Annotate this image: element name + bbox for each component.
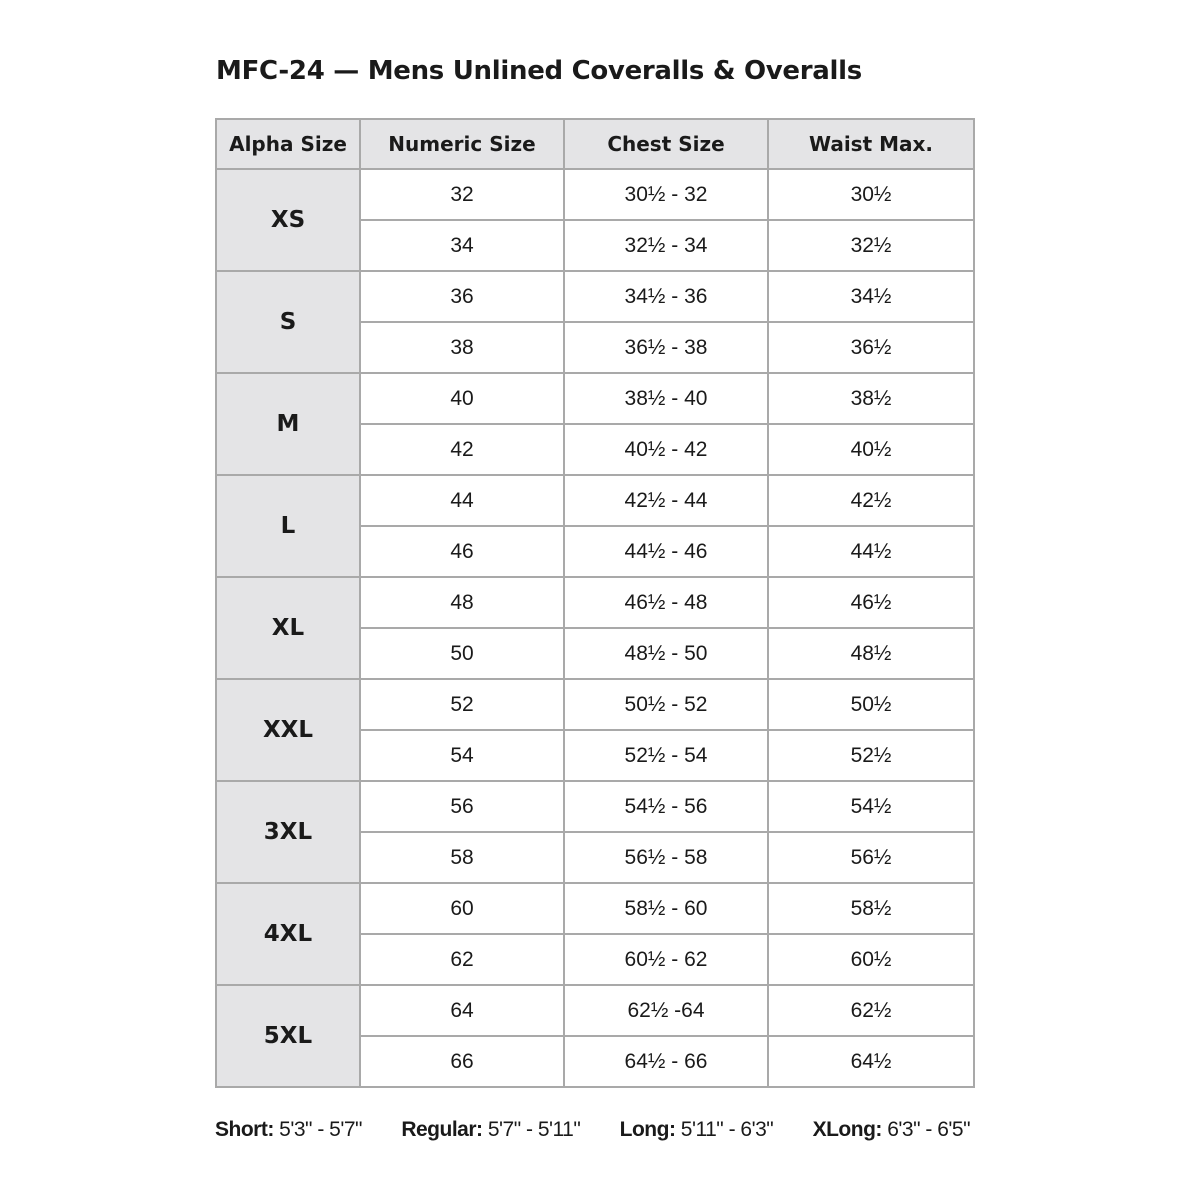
numeric-size-cell: 34: [360, 220, 564, 271]
waist-max-cell: 32½: [768, 220, 974, 271]
chest-size-cell: 60½ - 62: [564, 934, 768, 985]
waist-max-cell: 40½: [768, 424, 974, 475]
chest-size-cell: 56½ - 58: [564, 832, 768, 883]
header-chest-size: Chest Size: [564, 119, 768, 169]
numeric-size-cell: 38: [360, 322, 564, 373]
chest-size-cell: 64½ - 66: [564, 1036, 768, 1087]
alpha-size-cell: XXL: [216, 679, 360, 781]
waist-max-cell: 52½: [768, 730, 974, 781]
chest-size-cell: 62½ -64: [564, 985, 768, 1036]
numeric-size-cell: 48: [360, 577, 564, 628]
table-row: [216, 679, 974, 730]
table-row: [216, 883, 974, 934]
numeric-size-cell: 44: [360, 475, 564, 526]
waist-max-cell: 62½: [768, 985, 974, 1036]
chest-size-cell: 40½ - 42: [564, 424, 768, 475]
numeric-size-cell: 64: [360, 985, 564, 1036]
waist-max-cell: 44½: [768, 526, 974, 577]
table-row: [216, 373, 974, 424]
numeric-size-cell: 62: [360, 934, 564, 985]
alpha-size-cell: 4XL: [216, 883, 360, 985]
table-row: [216, 475, 974, 526]
header-numeric-size: Numeric Size: [360, 119, 564, 169]
waist-max-cell: 48½: [768, 628, 974, 679]
numeric-size-cell: 32: [360, 169, 564, 220]
numeric-size-cell: 66: [360, 1036, 564, 1087]
numeric-size-cell: 46: [360, 526, 564, 577]
chest-size-cell: 52½ - 54: [564, 730, 768, 781]
alpha-size-cell: M: [216, 373, 360, 475]
waist-max-cell: 60½: [768, 934, 974, 985]
alpha-size-cell: S: [216, 271, 360, 373]
numeric-size-cell: 60: [360, 883, 564, 934]
table-row: [216, 985, 974, 1036]
numeric-size-cell: 54: [360, 730, 564, 781]
header-waist-max: Waist Max.: [768, 119, 974, 169]
header-row: [216, 119, 974, 169]
chest-size-cell: 38½ - 40: [564, 373, 768, 424]
alpha-size-cell: L: [216, 475, 360, 577]
header-alpha-size: Alpha Size: [216, 119, 360, 169]
waist-max-cell: 54½: [768, 781, 974, 832]
numeric-size-cell: 56: [360, 781, 564, 832]
numeric-size-cell: 58: [360, 832, 564, 883]
chest-size-cell: 46½ - 48: [564, 577, 768, 628]
table-row: [216, 577, 974, 628]
chest-size-cell: 36½ - 38: [564, 322, 768, 373]
table-header: [216, 119, 974, 169]
chest-size-cell: 58½ - 60: [564, 883, 768, 934]
numeric-size-cell: 50: [360, 628, 564, 679]
waist-max-cell: 36½: [768, 322, 974, 373]
chest-size-cell: 32½ - 34: [564, 220, 768, 271]
chest-size-cell: 42½ - 44: [564, 475, 768, 526]
waist-max-cell: 64½: [768, 1036, 974, 1087]
page-title: MFC-24 — Mens Unlined Coveralls & Overalls: [216, 56, 862, 86]
waist-max-cell: 42½: [768, 475, 974, 526]
chest-size-cell: 34½ - 36: [564, 271, 768, 322]
legend-long: Long: 5'11" - 6'3": [619, 1118, 774, 1141]
waist-max-cell: 56½: [768, 832, 974, 883]
chest-size-cell: 48½ - 50: [564, 628, 768, 679]
waist-max-cell: 46½: [768, 577, 974, 628]
legend-short: Short: 5'3" - 5'7": [215, 1118, 362, 1141]
legend-regular: Regular: 5'7" - 5'11": [401, 1118, 581, 1141]
alpha-size-cell: 5XL: [216, 985, 360, 1087]
table-row: [216, 271, 974, 322]
table-row: [216, 781, 974, 832]
numeric-size-cell: 42: [360, 424, 564, 475]
legend-xlong: XLong: 6'3" - 6'5": [812, 1118, 971, 1141]
alpha-size-cell: XL: [216, 577, 360, 679]
table-row: [216, 169, 974, 220]
chest-size-cell: 30½ - 32: [564, 169, 768, 220]
numeric-size-cell: 40: [360, 373, 564, 424]
table-body: [216, 169, 974, 1087]
chest-size-cell: 44½ - 46: [564, 526, 768, 577]
waist-max-cell: 58½: [768, 883, 974, 934]
waist-max-cell: 30½: [768, 169, 974, 220]
numeric-size-cell: 36: [360, 271, 564, 322]
size-chart-table: [215, 118, 975, 1088]
chest-size-cell: 54½ - 56: [564, 781, 768, 832]
alpha-size-cell: 3XL: [216, 781, 360, 883]
waist-max-cell: 50½: [768, 679, 974, 730]
chest-size-cell: 50½ - 52: [564, 679, 768, 730]
numeric-size-cell: 52: [360, 679, 564, 730]
length-legend: [215, 1118, 970, 1142]
waist-max-cell: 38½: [768, 373, 974, 424]
alpha-size-cell: XS: [216, 169, 360, 271]
waist-max-cell: 34½: [768, 271, 974, 322]
